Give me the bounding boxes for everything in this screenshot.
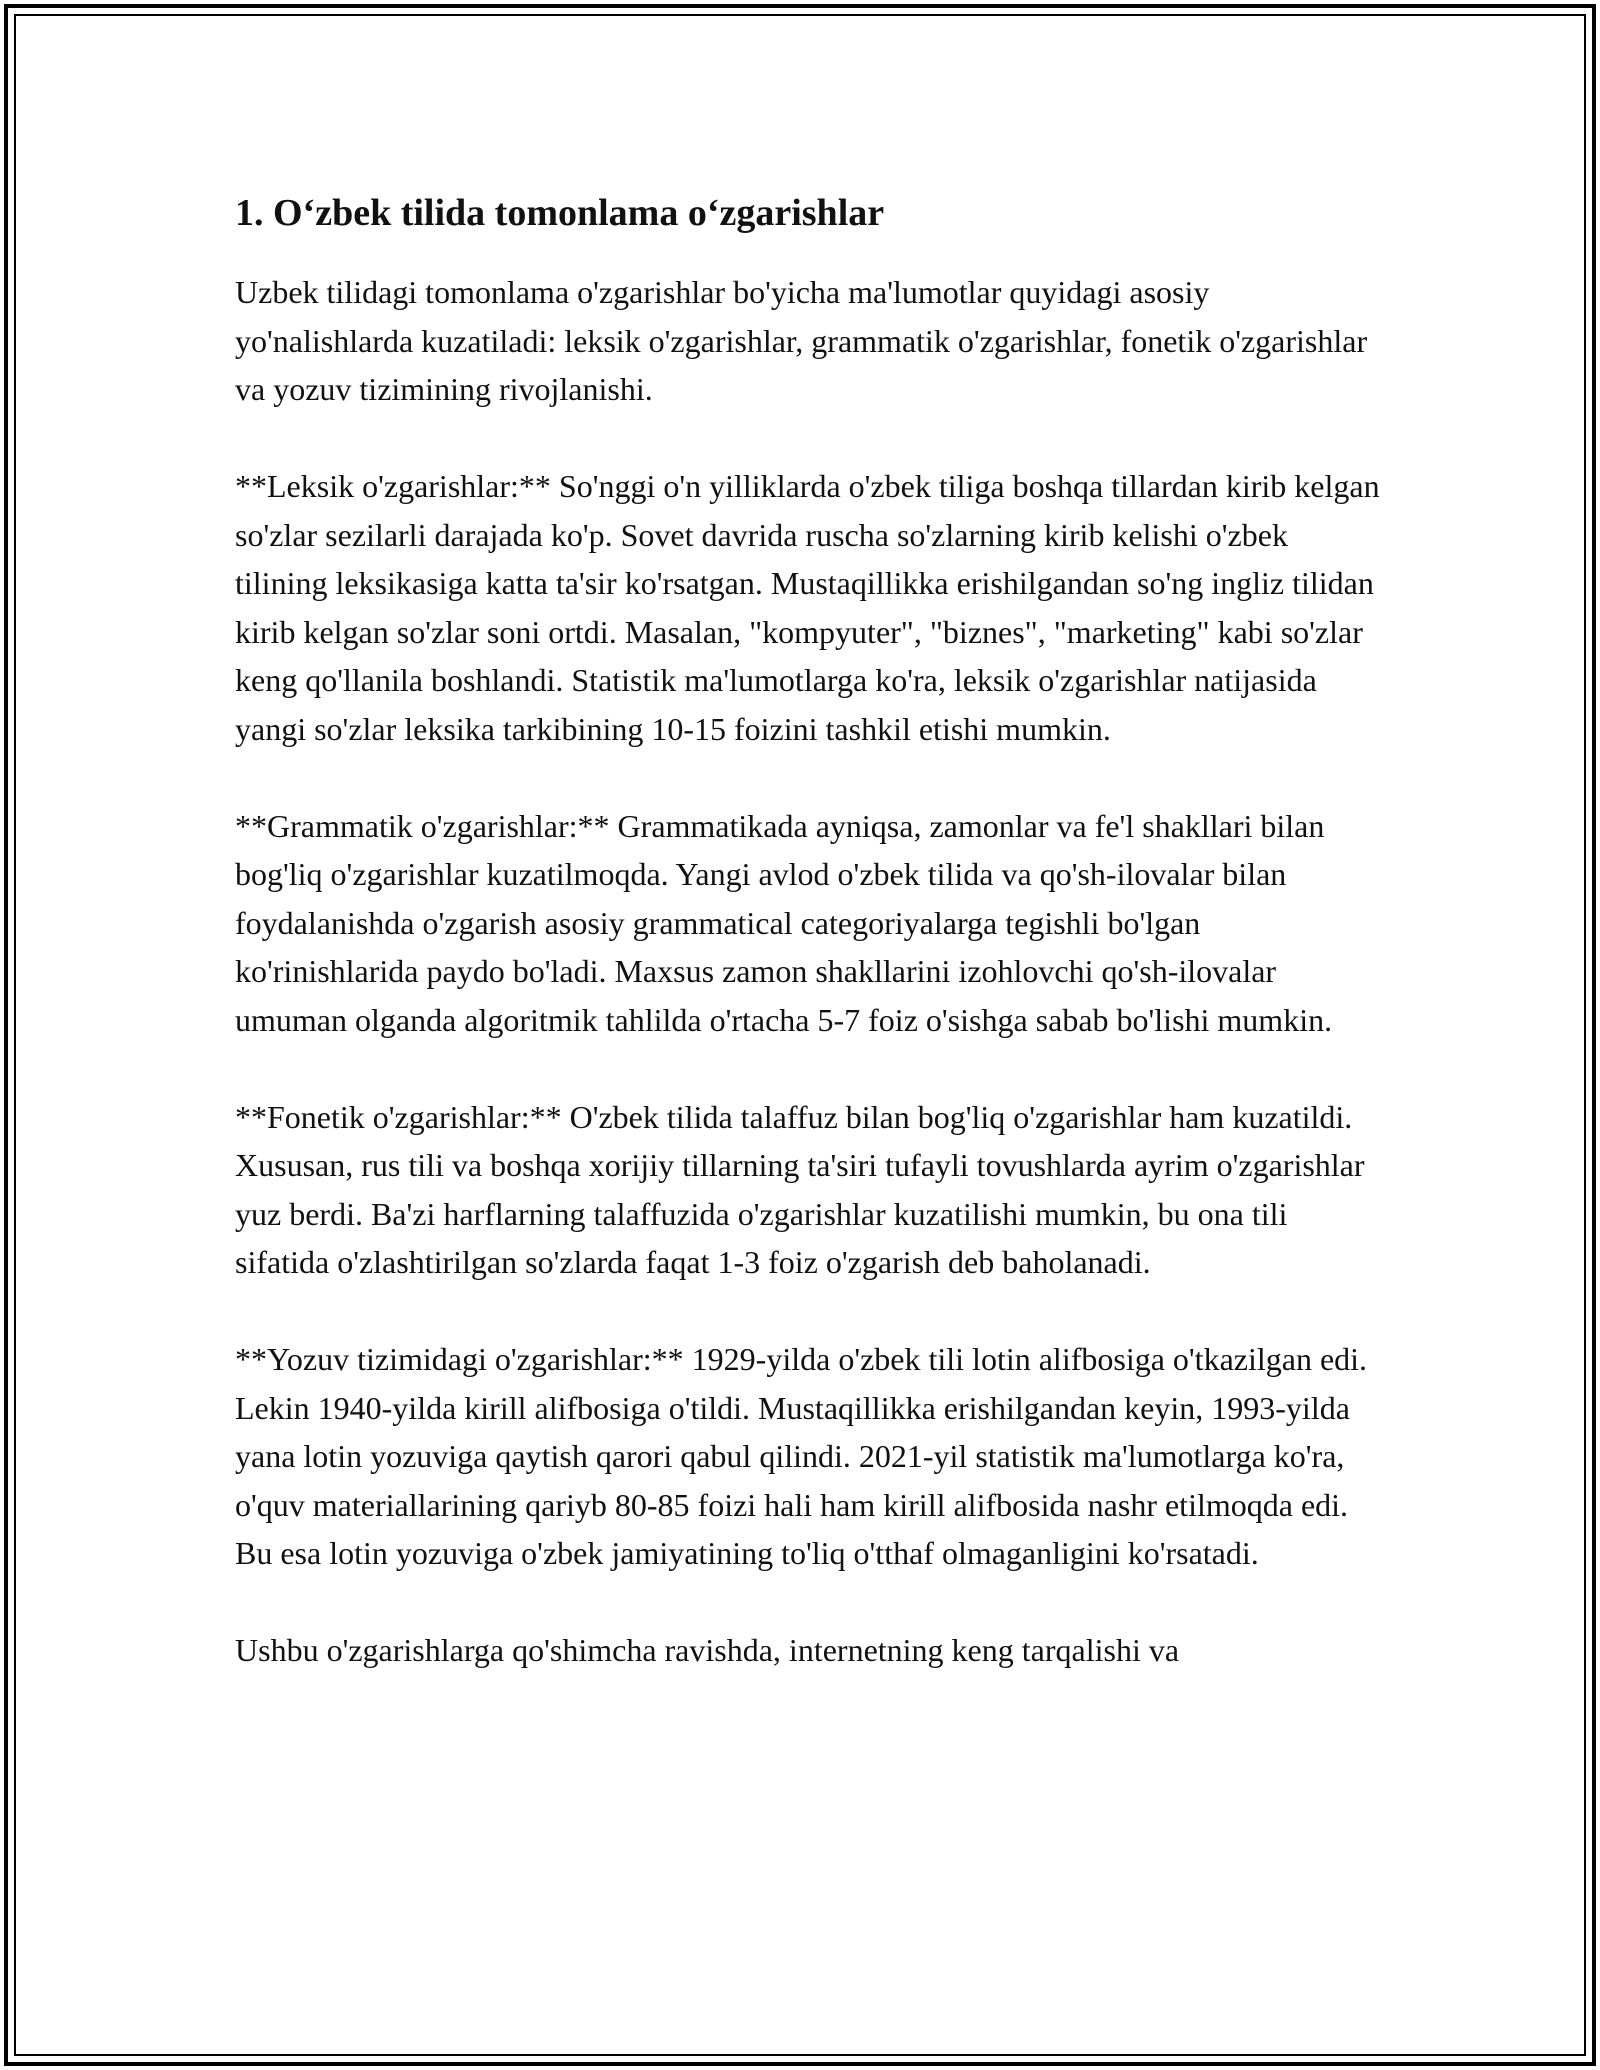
- section-heading: 1. O‘zbek tilida tomonlama o‘zgarishlar: [235, 192, 885, 234]
- intro-paragraph: Uzbek tilidagi tomonlama o'zgarishlar bo'yicha ma'lumotlar quyidagi asosiy yo'nalishlarda kuzatiladi: leksik o'zgarishlar, grammatik o'zgarishlar, fonetik o'zgarishlar va yozuv tizimining rivojlanishi.: [235, 274, 1368, 407]
- writing-system-changes-paragraph: **Yozuv tizimidagi o'zgarishlar:** 1929-yilda o'zbek tili lotin alifbosiga o'tkazilgan edi. Lekin 1940-yilda kirill alifbosiga o'tildi. Mustaqillikka erishilgandan keyin, 1993-yilda yana lotin yozuviga qaytish qarori qabul qilindi. 2021-yil statistik ma'lumotlarga ko'ra, o'quv materiallarining qariyb 80-85 foizi hali ham kirill alifbosida nashr etilmoqda edi. Bu esa lotin yozuviga o'zbek jamiyatining to'liq o'tthaf olmaganligini ko'rsatadi.: [235, 1341, 1368, 1571]
- phonetic-changes-paragraph: **Fonetik o'zgarishlar:** O'zbek tilida talaffuz bilan bog'liq o'zgarishlar ham kuzatildi. Xususan, rus tili va boshqa xorijiy tillarning ta'siri tufayli tovushlarda ayrim o'zgarishlar yuz berdi. Ba'zi harflarning talaffuzida o'zgarishlar kuzatilishi mumkin, bu ona tili sifatida o'zlashtirilgan so'zlarda faqat 1-3 foiz o'zgarish deb baholanadi.: [235, 1098, 1365, 1280]
- document-body: [235, 186, 1385, 1723]
- lexical-changes-paragraph: **Leksik o'zgarishlar:** So'nggi o'n yilliklarda o'zbek tiliga boshqa tillardan kirib kelgan so'zlar sezilarli darajada ko'p. Sovet davrida ruscha so'zlarning kirib kelishi o'zbek tilining leksikasiga katta ta'sir ko'rsatgan. Mustaqillikka erishilgandan so'ng ingliz tilidan kirib kelgan so'zlar soni ortdi. Masalan, "kompyuter", "biznes", "marketing" kabi so'zlar keng qo'llanila boshlandi. Statistik ma'lumotlarga ko'ra, leksik o'zgarishlar natijasida yangi so'zlar leksika tarkibining 10-15 foizini tashkil etishi mumkin.: [235, 468, 1380, 747]
- grammatical-changes-paragraph: **Grammatik o'zgarishlar:** Grammatikada ayniqsa, zamonlar va fe'l shakllari bilan bog'liq o'zgarishlar kuzatilmoqda. Yangi avlod o'zbek tilida va qo'sh-ilovalar bilan foydalanishda o'zgarish asosiy grammatical categoriyalarga tegishli bo'lgan ko'rinishlarida paydo bo'ladi. Maxsus zamon shakllarini izohlovchi qo'sh-ilovalar umuman olganda algoritmik tahlilda o'rtacha 5-7 foiz o'sishga sabab bo'lishi mumkin.: [235, 807, 1333, 1038]
- closing-paragraph: Ushbu o'zgarishlarga qo'shimcha ravishda, internetning keng tarqalishi va: [235, 1632, 1180, 1668]
